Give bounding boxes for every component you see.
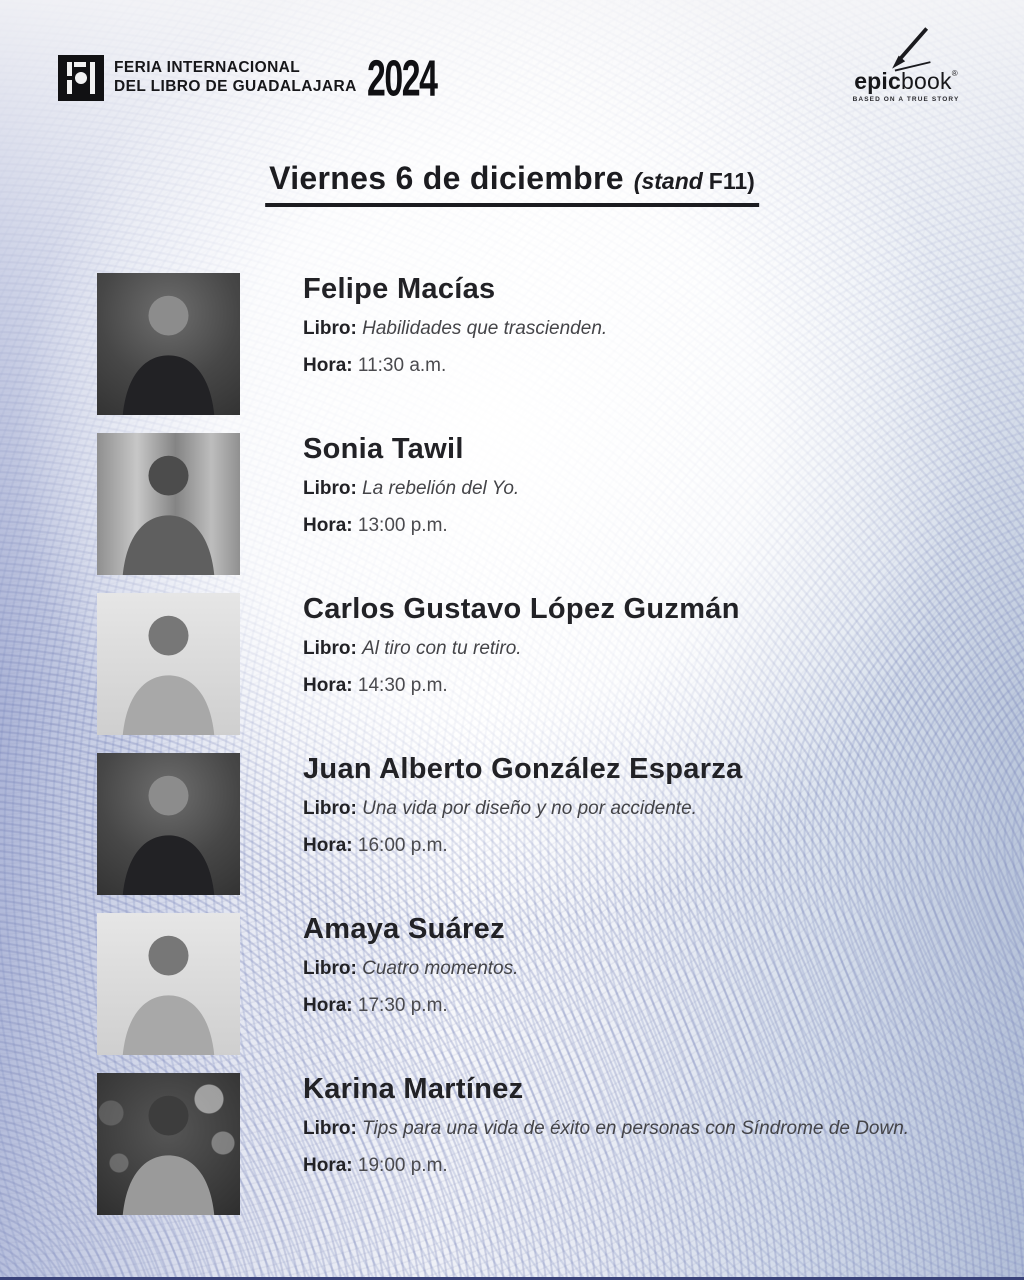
book-label: Libro: bbox=[303, 638, 357, 660]
person-silhouette-icon bbox=[97, 273, 240, 415]
author-photo bbox=[97, 753, 240, 895]
author-info bbox=[303, 913, 518, 1018]
author-photo bbox=[97, 273, 240, 415]
author-info bbox=[303, 753, 743, 858]
book-label: Libro: bbox=[303, 1118, 357, 1140]
book-title: La rebelión del Yo. bbox=[362, 478, 520, 500]
title-stand-number: F11) bbox=[708, 168, 755, 194]
time-line bbox=[303, 835, 743, 858]
time-label: Hora: bbox=[303, 995, 353, 1017]
person-silhouette-icon bbox=[97, 753, 240, 895]
book-line bbox=[303, 478, 519, 501]
time-label: Hora: bbox=[303, 515, 353, 537]
person-silhouette-icon bbox=[97, 1073, 240, 1215]
book-line bbox=[303, 798, 743, 821]
book-label: Libro: bbox=[303, 958, 357, 980]
author-photo bbox=[97, 593, 240, 735]
time-value: 13:00 p.m. bbox=[357, 515, 448, 537]
signing-schedule-list bbox=[97, 273, 984, 1233]
author-info bbox=[303, 593, 740, 698]
epicbook-word-bold: epic bbox=[854, 68, 902, 94]
fil-guadalajara-logo bbox=[58, 50, 463, 105]
epicbook-tagline: BASED ON A TRUE STORY bbox=[852, 96, 960, 103]
time-value: 16:00 p.m. bbox=[357, 835, 448, 857]
book-line bbox=[303, 1118, 909, 1141]
book-label: Libro: bbox=[303, 318, 357, 340]
time-value: 11:30 a.m. bbox=[357, 355, 447, 377]
event-date-title bbox=[265, 160, 759, 207]
time-line bbox=[303, 675, 740, 698]
book-title: Al tiro con tu retiro. bbox=[362, 638, 522, 660]
author-row-sonia-tawil bbox=[97, 433, 984, 575]
author-row-felipe-macias bbox=[97, 273, 984, 415]
time-label: Hora: bbox=[303, 355, 353, 377]
time-line bbox=[303, 1155, 909, 1178]
book-label: Libro: bbox=[303, 478, 357, 500]
book-title: Una vida por diseño y no por accidente. bbox=[362, 798, 697, 820]
time-label: Hora: bbox=[303, 675, 353, 697]
time-line bbox=[303, 355, 607, 378]
author-info bbox=[303, 433, 519, 538]
title-date: Viernes 6 de diciembre bbox=[269, 160, 624, 196]
author-name: Carlos Gustavo López Guzmán bbox=[303, 593, 740, 625]
author-name: Juan Alberto González Esparza bbox=[303, 753, 743, 785]
epicbook-logo bbox=[846, 26, 966, 103]
book-line bbox=[303, 958, 518, 981]
fil-logo-line2: DEL LIBRO DE GUADALAJARA bbox=[114, 77, 357, 95]
epicbook-word-light: book bbox=[901, 68, 952, 94]
author-info bbox=[303, 273, 607, 378]
time-value: 17:30 p.m. bbox=[357, 995, 448, 1017]
time-value: 19:00 p.m. bbox=[357, 1155, 448, 1177]
time-label: Hora: bbox=[303, 1155, 353, 1177]
time-label: Hora: bbox=[303, 835, 353, 857]
fil-logo-line1: FERIA INTERNACIONAL bbox=[114, 58, 301, 76]
author-name: Amaya Suárez bbox=[303, 913, 505, 945]
book-label: Libro: bbox=[303, 798, 357, 820]
author-name: Felipe Macías bbox=[303, 273, 496, 305]
time-value: 14:30 p.m. bbox=[357, 675, 448, 697]
author-row-juan-gonzalez bbox=[97, 753, 984, 895]
title-stand-word: (stand bbox=[633, 168, 703, 194]
author-photo bbox=[97, 433, 240, 575]
time-line bbox=[303, 995, 518, 1018]
author-info bbox=[303, 1073, 909, 1178]
book-title: Habilidades que trascienden. bbox=[362, 318, 608, 340]
author-name: Karina Martínez bbox=[303, 1073, 524, 1105]
fil-logo-text bbox=[114, 59, 357, 97]
book-line bbox=[303, 318, 607, 341]
epicbook-trademark: ® bbox=[951, 69, 958, 78]
time-line bbox=[303, 515, 519, 538]
epicbook-wordmark bbox=[846, 70, 966, 93]
author-photo bbox=[97, 1073, 240, 1215]
author-row-carlos-lopez bbox=[97, 593, 984, 735]
fil-logo-year: 2024 bbox=[366, 48, 437, 107]
fil-monogram-icon bbox=[58, 55, 104, 101]
pen-icon bbox=[880, 26, 936, 74]
author-name: Sonia Tawil bbox=[303, 433, 464, 465]
book-line bbox=[303, 638, 740, 661]
author-row-karina-martinez bbox=[97, 1073, 984, 1215]
book-title: Tips para una vida de éxito en personas con Síndrome de Down. bbox=[362, 1118, 910, 1140]
author-row-amaya-suarez bbox=[97, 913, 984, 1055]
person-silhouette-icon bbox=[97, 913, 240, 1055]
person-silhouette-icon bbox=[97, 593, 240, 735]
person-silhouette-icon bbox=[97, 433, 240, 575]
book-title: Cuatro momentos. bbox=[362, 958, 519, 980]
author-photo bbox=[97, 913, 240, 1055]
